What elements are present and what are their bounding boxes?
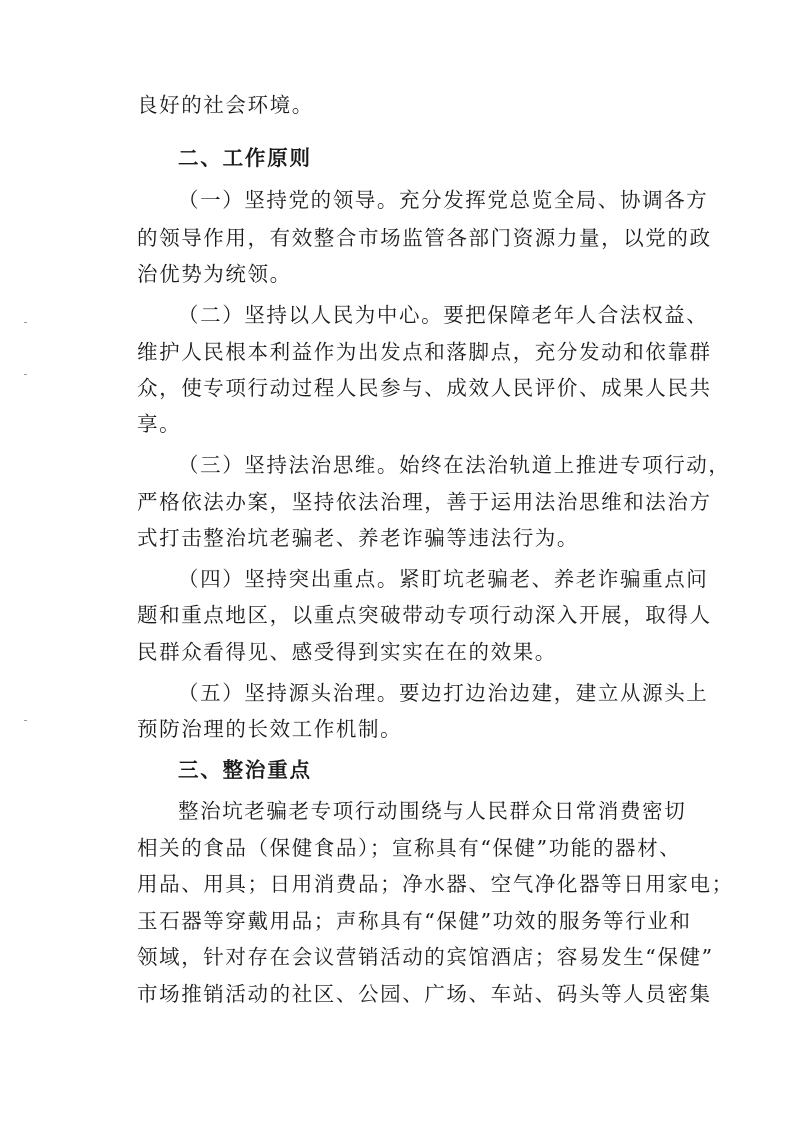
key-targets-line-2: 相关的食品（保健食品）；宣称具有“保健”功能的器材、 — [137, 836, 682, 860]
principle-5-line-2: 预防治理的长效工作机制。 — [137, 717, 403, 741]
scan-speck — [24, 720, 27, 721]
key-targets-line-1: 整治坑老骗老专项行动围绕与人民群众日常消费密切 — [178, 799, 687, 823]
key-targets-line-4: 玉石器等穿戴用品；声称具有“保健”功效的服务等行业和 — [137, 909, 692, 933]
key-targets-line-5: 领域，针对存在会议营销活动的宾馆酒店；容易发生“保健” — [137, 945, 714, 969]
key-targets-line-6: 市场推销活动的社区、公园、广场、车站、码头等人员密集 — [137, 982, 712, 1006]
principle-2-line-3: 众，使专项行动过程人民参与、成效人民评价、成果人民共 — [137, 376, 712, 400]
section-heading-key-targets: 三、整治重点 — [178, 758, 312, 782]
principle-4-line-1: （四）坚持突出重点。紧盯坑老骗老、养老诈骗重点问 — [178, 567, 709, 591]
principle-5-line-1: （五）坚持源头治理。要边打边治边建，建立从源头上 — [178, 681, 709, 705]
scan-speck — [24, 374, 27, 375]
principle-1-line-3: 治优势为统领。 — [137, 262, 292, 286]
principle-4-line-2: 题和重点地区，以重点突破带动专项行动深入开展，取得人 — [137, 603, 712, 627]
scan-speck — [24, 322, 27, 323]
principle-2-line-4: 享。 — [137, 412, 182, 436]
paragraph-continuation-line: 良好的社会环境。 — [137, 93, 314, 117]
principle-3-line-1: （三）坚持法治思维。始终在法治轨道上推进专项行动， — [178, 453, 731, 477]
principle-2-line-2: 维护人民根本利益作为出发点和落脚点，充分发动和依靠群 — [137, 340, 712, 364]
principle-3-line-3: 式打击整治坑老骗老、养老诈骗等违法行为。 — [137, 526, 579, 550]
section-heading-work-principles: 二、工作原则 — [178, 146, 312, 170]
principle-1-line-1: （一）坚持党的领导。充分发挥党总览全局、协调各方 — [178, 188, 709, 212]
principle-2-line-1: （二）坚持以人民为中心。要把保障老年人合法权益、 — [178, 303, 709, 327]
principle-1-line-2: 的领导作用，有效整合市场监管各部门资源力量，以党的政 — [137, 226, 712, 250]
principle-3-line-2: 严格依法办案，坚持依法治理，善于运用法治思维和法治方 — [137, 490, 712, 514]
key-targets-line-3: 用品、用具；日用消费品；净水器、空气净化器等日用家电； — [137, 872, 734, 896]
principle-4-line-3: 民群众看得见、感受得到实实在在的效果。 — [137, 640, 557, 664]
